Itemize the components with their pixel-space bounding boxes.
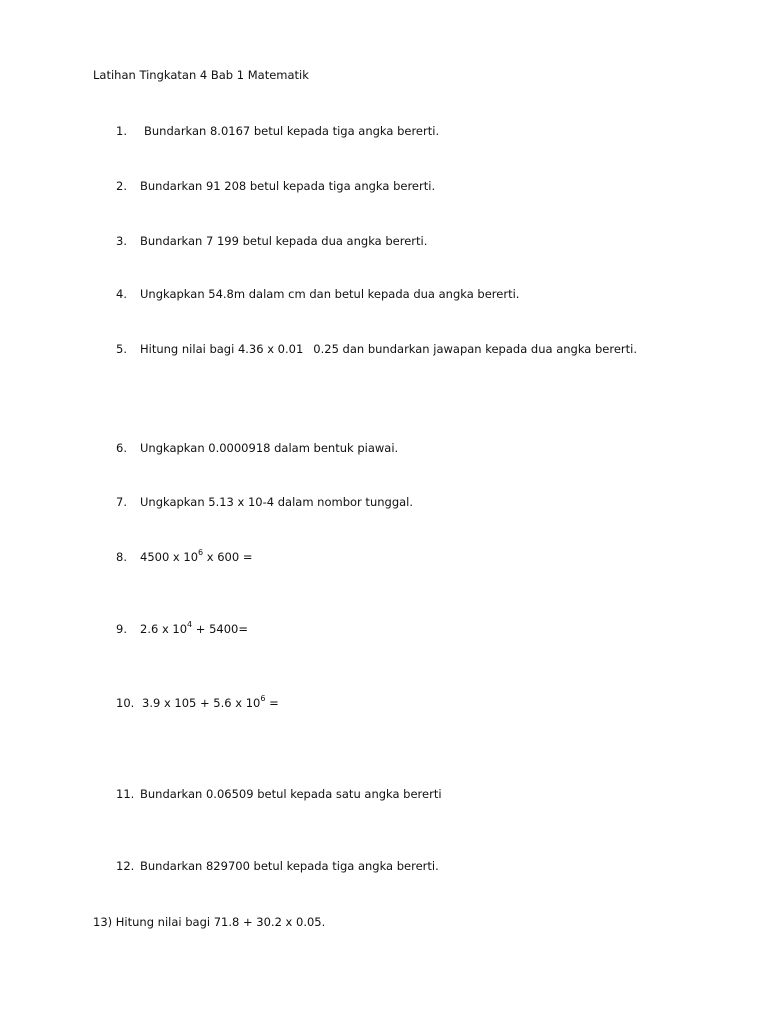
question-1 [116,124,439,138]
question-text: Bundarkan 0.06509 betul kepada satu angka bererti [140,787,442,801]
exponent: 6 [260,694,266,704]
question-9 [116,622,248,636]
question-text: Ungkapkan 0.0000918 dalam bentuk piawai. [140,441,399,455]
question-12 [116,859,439,873]
question-expression [140,550,252,564]
question-text: Ungkapkan 54.8m dalam cm dan betul kepada dua angka bererti. [140,287,520,301]
question-8 [116,550,252,564]
question-text-part-b: 0.25 dan bundarkan jawapan kepada dua angka bererti. [313,342,638,356]
question-7 [116,495,413,509]
question-13: 13) Hitung nilai bagi 71.8 + 30.2 x 0.05. [93,915,326,929]
exponent: 6 [198,548,204,558]
question-2 [116,179,435,193]
question-10 [116,696,279,710]
question-number: 2. [116,179,127,193]
question-expression [142,696,279,710]
question-number: 9. [116,622,127,636]
worksheet-title: Latihan Tingkatan 4 Bab 1 Matematik [93,68,309,82]
question-text: Bundarkan 7 199 betul kepada dua angka bererti. [140,234,428,248]
expression-base: 2.6 x 10 [140,622,188,636]
question-number: 8. [116,550,127,564]
question-text: Bundarkan 8.0167 betul kepada tiga angka bererti. [144,124,440,138]
question-number: 7. [116,495,127,509]
expression-base: 4500 x 10 [140,550,199,564]
question-6 [116,441,398,455]
question-11 [116,787,442,801]
question-4 [116,287,519,301]
question-text: Bundarkan 829700 betul kepada tiga angka bererti. [140,859,439,873]
question-number: 6. [116,441,127,455]
question-number: 1. [116,124,127,138]
question-number: 10. [116,696,135,710]
question-expression [140,622,248,636]
expression-rest: = [265,696,279,710]
question-text: Ungkapkan 5.13 x 10-4 dalam nombor tunggal. [140,495,414,509]
question-text: Bundarkan 91 208 betul kepada tiga angka bererti. [140,179,436,193]
question-number: 4. [116,287,127,301]
expression-rest: x 600 = [203,550,253,564]
question-text-part-a: Hitung nilai bagi 4.36 x 0.01 [140,342,304,356]
exponent: 4 [187,620,193,630]
question-5 [116,342,637,356]
question-number: 12. [116,859,135,873]
question-3 [116,234,427,248]
question-number: 11. [116,787,135,801]
expression-base: 3.9 x 105 + 5.6 x 10 [142,696,261,710]
expression-rest: + 5400= [192,622,248,636]
question-number: 3. [116,234,127,248]
question-number: 5. [116,342,127,356]
